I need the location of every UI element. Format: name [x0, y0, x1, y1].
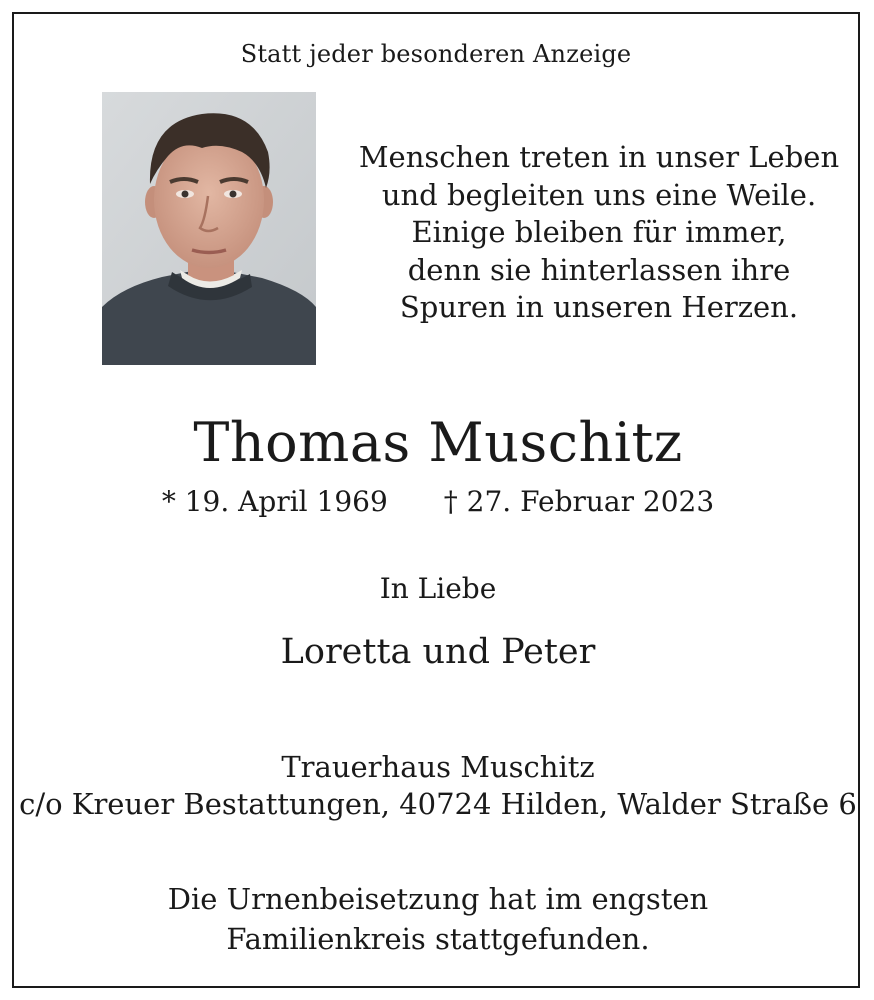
- poem-line: Einige bleiben für immer,: [411, 215, 787, 249]
- poem-line: denn sie hinterlassen ihre: [407, 252, 791, 287]
- birth-date: * 19. April 1969: [161, 485, 388, 518]
- mourning-address: [14, 749, 862, 823]
- footer-line: Die Urnenbeisetzung hat im engsten: [167, 882, 709, 916]
- footer-line: Familienkreis stattgefunden.: [226, 922, 650, 956]
- life-dates: [14, 485, 862, 518]
- poem-line: und begleiten uns eine Weile.: [381, 177, 817, 212]
- closing-phrase: In Liebe: [379, 572, 497, 605]
- death-date: † 27. Februar 2023: [443, 485, 715, 518]
- burial-note: [14, 879, 862, 959]
- header-text: Statt jeder besonderen Anzeige: [240, 40, 632, 68]
- address-line: Trauerhaus Muschitz: [281, 750, 595, 784]
- portrait-photo: [102, 92, 316, 365]
- poem-line: Menschen treten in unser Leben: [358, 140, 840, 174]
- address-line: c/o Kreuer Bestattungen, 40724 Hilden, Walder Straße 6: [19, 787, 857, 821]
- poem-line: Spuren in unseren Herzen.: [399, 290, 799, 324]
- poem: [354, 139, 844, 327]
- family-names: Loretta und Peter: [280, 632, 596, 672]
- obituary-card: [12, 12, 860, 988]
- deceased-name: Thomas Muschitz: [193, 411, 683, 474]
